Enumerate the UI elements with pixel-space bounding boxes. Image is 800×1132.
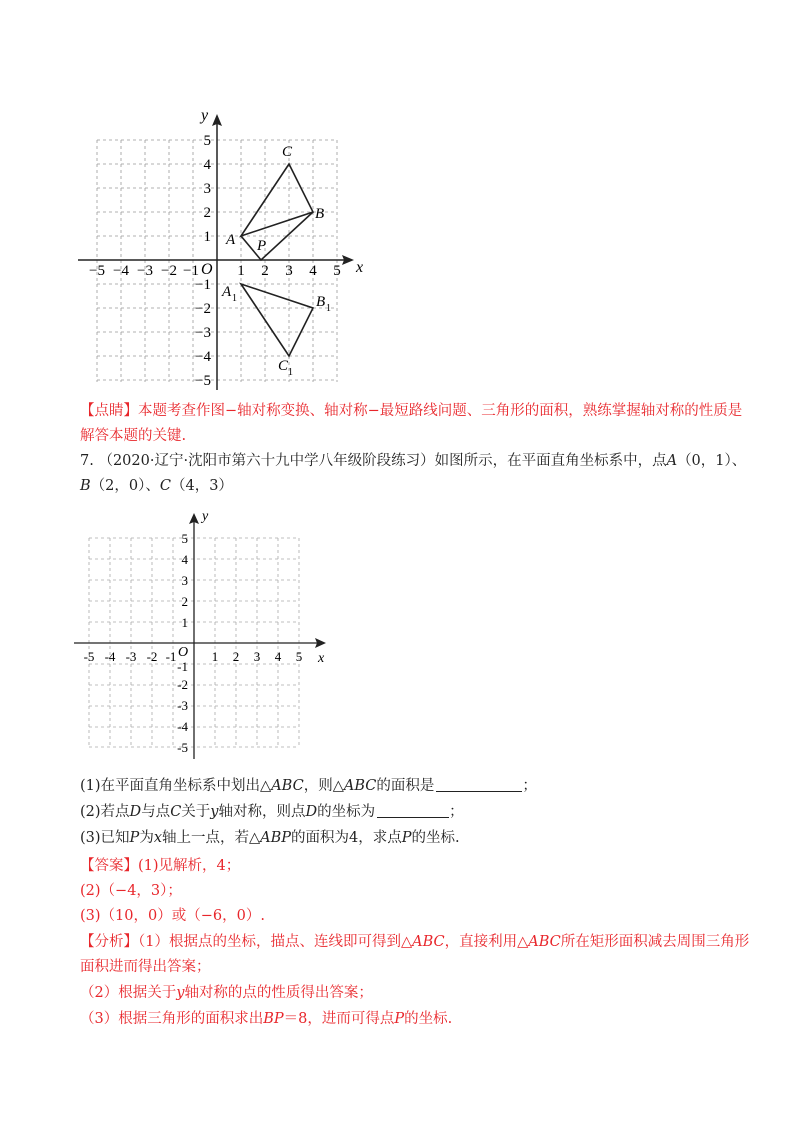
part-2-text-3: 关于 [181, 804, 211, 820]
part-2-d-2: D [305, 804, 318, 820]
part-2-text: (2)若点 [80, 804, 130, 820]
tip-text-1: 本题考查作图−轴对称变换、轴对称−最短路线问题、三角形的面积，熟练掌握轴对称的性质是 [138, 403, 743, 419]
graph-1-x-tick: 4 [309, 263, 317, 279]
part-3-end: 的坐标. [411, 830, 460, 846]
graph-1-y-tick: 3 [203, 181, 211, 197]
part-2-end: ； [449, 804, 464, 820]
graph-2-y-tick: 5 [181, 531, 188, 546]
analysis-3-end: 轴对称的点的性质得出答案； [184, 985, 373, 1001]
graph-2-x-tick: -2 [146, 649, 158, 664]
answer-line-1 [80, 856, 240, 876]
analysis-1: （1）根据点的坐标，描点、连线即可得到△ [138, 934, 413, 950]
part-1-abc: ABC [271, 778, 304, 794]
part-3-text-2: 为 [139, 830, 154, 846]
analysis-3: （2）根据关于 [80, 985, 177, 1001]
analysis-line-3 [80, 983, 373, 1003]
answer-line-3 [80, 906, 265, 926]
graph-2-y-tick: 1 [181, 615, 188, 630]
analysis-line-1 [80, 932, 749, 952]
point-label-a1-sub: 1 [232, 293, 237, 304]
point-c-name: C [159, 478, 171, 494]
question-number: 7. [80, 453, 94, 469]
graph-1-x-tick: −2 [161, 263, 177, 279]
point-label-a: A [226, 232, 236, 248]
graph-1-x-tick: −1 [183, 263, 199, 279]
analysis-4-end: 的坐标. [404, 1011, 453, 1027]
graph-1-y-tick: 2 [203, 205, 211, 221]
part-1-text: (1)在平面直角坐标系中划出△ [80, 778, 272, 794]
part-3-text-3: 轴上一点，若△ [162, 830, 261, 846]
analysis-3-y: y [176, 985, 185, 1001]
graph-2-x-tick: 1 [211, 649, 219, 664]
part-2-y: y [210, 804, 219, 820]
point-label-b: B [315, 206, 325, 222]
graph-1-x-tick: 1 [237, 263, 245, 279]
answer-blank-1[interactable] [436, 777, 522, 792]
point-label-c: C [282, 144, 293, 160]
point-a-coord: （0，1）、 [677, 453, 747, 469]
graph-1-x-tick: −5 [89, 263, 105, 279]
part-1 [80, 776, 537, 796]
graph-1-x-tick: −3 [137, 263, 153, 279]
part-3-p: P [129, 830, 140, 846]
point-label-b1-sub: 1 [326, 303, 331, 314]
answer-3: (3)（10，0）或（−6，0）. [80, 908, 265, 924]
graph-2-y-tick: -4 [177, 719, 188, 734]
question-7-line-1 [80, 451, 746, 471]
graph-1-x-tick: 2 [261, 263, 269, 279]
graph-2-x-tick: 5 [295, 649, 303, 664]
triangle-a1b1c1 [241, 284, 313, 356]
part-2-d: D [129, 804, 142, 820]
graph-1-x-ticks [89, 263, 341, 279]
graph-2-y-tick: -5 [177, 740, 188, 755]
answer-2: (2)（−4，3）； [80, 883, 182, 899]
part-3-x: x [153, 830, 162, 846]
graph-2-y-tick: -1 [177, 659, 188, 674]
graph-2-x-label: x [318, 651, 325, 666]
part-3-p-2: P [401, 830, 412, 846]
part-2-c: C [170, 804, 182, 820]
graph-1-origin: O [201, 261, 213, 278]
answer-label: 【答案】 [80, 858, 138, 874]
point-label-p: P [257, 238, 267, 254]
analysis-abc-2: ABC [528, 934, 561, 950]
graph-1-x-tick: 5 [333, 263, 341, 279]
graph-1-y-tick: 5 [203, 133, 211, 149]
part-1-text-2: ，则△ [303, 778, 344, 794]
part-2-text-4: 轴对称，则点 [218, 804, 306, 820]
graph-1-x-tick: −4 [113, 263, 129, 279]
graph-1-y-tick: 4 [203, 157, 211, 173]
point-a-name: A [666, 453, 678, 469]
analysis-line-2 [80, 957, 211, 977]
analysis-abc: ABC [412, 934, 445, 950]
analysis-4-bp: BP [263, 1011, 284, 1027]
graph-2 [70, 505, 340, 765]
part-1-text-3: 的面积是 [376, 778, 435, 794]
graph-1-y-tick: −5 [195, 373, 211, 389]
point-c-coord: （4，3） [170, 478, 233, 494]
graph-1-x-tick: 3 [285, 263, 293, 279]
analysis-4: （3）根据三角形的面积求出 [80, 1011, 264, 1027]
graph-2-y-tick: -3 [177, 698, 188, 713]
graph-2-y-tick: 4 [181, 552, 188, 567]
graph-2-y-tick: 2 [181, 594, 188, 609]
graph-2-x-tick: -4 [104, 649, 116, 664]
graph-2-y-label: y [202, 509, 209, 524]
point-b-coord: （2，0）、 [90, 478, 160, 494]
graph-2-x-tick: 2 [232, 649, 240, 664]
analysis-2: 面积进而得出答案； [80, 959, 211, 975]
graph-2-x-tick: -1 [165, 649, 177, 664]
triangle-abc [241, 164, 313, 236]
answer-1: (1)见解析，4； [138, 858, 241, 874]
graph-1-y-label: y [201, 107, 209, 124]
tip-line-1 [80, 401, 742, 421]
answer-line-2 [80, 881, 182, 901]
analysis-4-p: P [394, 1011, 405, 1027]
tip-text-2: 解答本题的关键. [80, 428, 187, 444]
graph-1-y-tick: −4 [195, 349, 211, 365]
part-1-end: ； [522, 778, 537, 794]
graph-2-x-tick: 4 [274, 649, 282, 664]
graph-2-x-tick: -5 [83, 649, 95, 664]
part-2 [80, 802, 464, 822]
part-3 [80, 828, 460, 848]
point-label-b1: B [316, 294, 326, 310]
graph-1-y-tick: −2 [195, 301, 211, 317]
point-label-a1: A [222, 284, 232, 300]
graph-1 [70, 100, 380, 395]
question-source: （2020·辽宁·沈阳市第六十九中学八年级阶段练习）如图所示，在平面直角坐标系中，点 [98, 453, 667, 469]
graph-1-y-tick: −1 [195, 277, 211, 293]
part-3-text: (3)已知 [80, 830, 130, 846]
graph-1-y-tick: 1 [203, 229, 211, 245]
graph-2-x-tick: 3 [253, 649, 261, 664]
analysis-4-mid: ＝8，进而可得点 [283, 1011, 395, 1027]
graph-2-y-tick: -2 [177, 677, 188, 692]
point-b-name: B [80, 478, 91, 494]
analysis-label: 【分析】 [80, 934, 138, 950]
tip-label: 【点睛】 [80, 403, 138, 419]
graph-1-x-label: x [356, 259, 364, 276]
graph-2-origin: O [178, 645, 189, 660]
part-2-text-5: 的坐标为 [317, 804, 376, 820]
part-3-text-4: 的面积为4，求点 [291, 830, 402, 846]
analysis-line-4 [80, 1009, 452, 1029]
part-1-abc-2: ABC [343, 778, 377, 794]
question-7-line-2 [80, 476, 233, 496]
part-3-abp: ABP [260, 830, 292, 846]
tip-line-2 [80, 426, 186, 446]
graph-2-y-tick: 3 [181, 573, 188, 588]
point-label-c1: C [278, 358, 289, 374]
answer-blank-2[interactable] [377, 803, 449, 818]
part-2-text-2: 与点 [141, 804, 171, 820]
graph-2-x-tick: -3 [125, 649, 137, 664]
point-label-c1-sub: 1 [288, 367, 293, 378]
graph-1-y-tick: −3 [195, 325, 211, 341]
analysis-1-end: 所在矩形面积减去周围三角形 [560, 934, 750, 950]
analysis-1-mid: ，直接利用△ [444, 934, 529, 950]
